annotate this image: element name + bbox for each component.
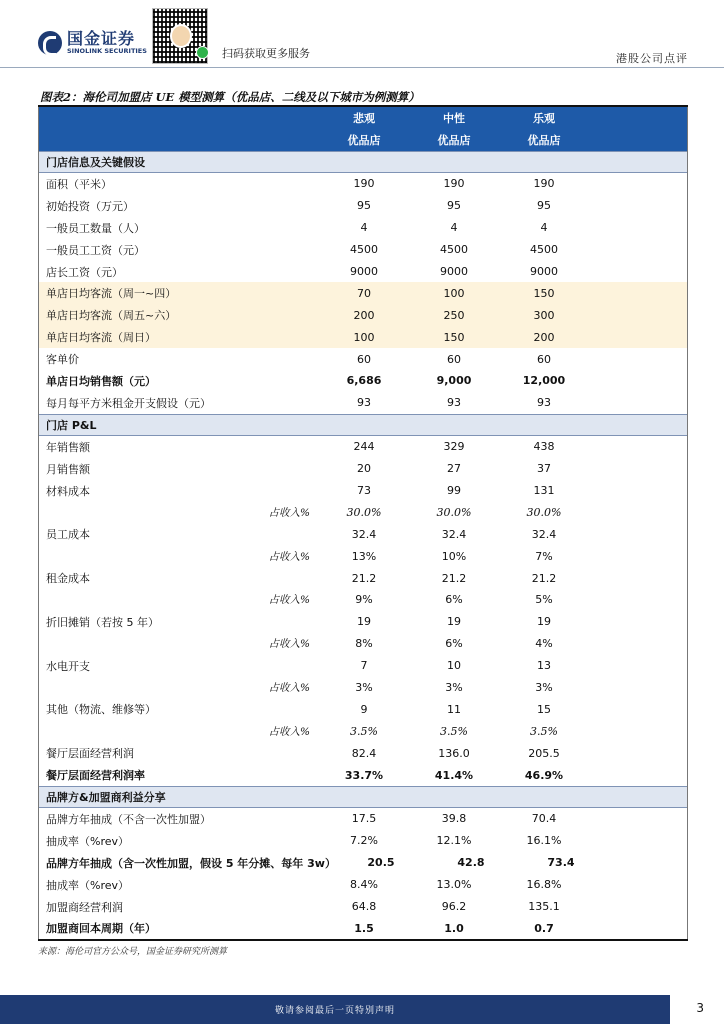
- cell-neutral: 3%: [445, 681, 463, 695]
- cell-neutral: 19: [447, 615, 461, 629]
- cell-neutral: 136.0: [438, 746, 470, 760]
- cell-optimistic: 200: [533, 330, 555, 344]
- cell-neutral: 190: [443, 177, 465, 191]
- cell-neutral: 100: [443, 286, 465, 300]
- table-header: [39, 107, 687, 151]
- table-row: [39, 458, 687, 480]
- table-row: [39, 742, 687, 764]
- cell-pessimistic: 9000: [350, 265, 378, 278]
- cell-optimistic: 60: [537, 352, 551, 366]
- logo-cn-text: 国金证券: [67, 29, 136, 48]
- cell-neutral: 4: [450, 221, 458, 235]
- col-pessimistic: 悲观: [353, 112, 375, 125]
- document-type: 港股公司点评: [616, 52, 688, 65]
- cell-optimistic: 438: [533, 440, 555, 454]
- row-label: 水电开支: [46, 659, 90, 673]
- table-row: [39, 764, 687, 786]
- cell-pessimistic: 33.7%: [344, 768, 384, 782]
- table-row: [39, 173, 687, 195]
- cell-neutral: 39.8: [441, 812, 467, 826]
- cell-pessimistic: 70: [357, 286, 371, 300]
- table-row: [39, 326, 687, 348]
- table-row: [39, 918, 687, 940]
- ratio-row: [39, 633, 687, 655]
- cell-optimistic: 3%: [535, 681, 553, 695]
- cell-pessimistic: 32.4: [351, 527, 377, 541]
- cell-optimistic: 21.2: [531, 571, 557, 585]
- cell-pessimistic: 21.2: [351, 571, 377, 585]
- cell-neutral: 9,000: [436, 374, 472, 388]
- cell-neutral: 9000: [440, 265, 468, 278]
- qr-avatar: [170, 24, 192, 48]
- cell-pessimistic: 3.5%: [350, 724, 378, 738]
- cell-neutral: 10%: [441, 549, 467, 563]
- cell-optimistic: 4500: [530, 243, 558, 257]
- cell-optimistic: 37: [537, 462, 551, 476]
- row-label: 初始投资（万元）: [46, 199, 134, 213]
- page-header: [0, 0, 724, 68]
- table-row: [39, 348, 687, 370]
- cell-optimistic: 30.0%: [526, 505, 562, 519]
- cell-pessimistic: 4: [360, 221, 368, 235]
- cell-neutral: 150: [443, 330, 465, 344]
- row-label: 月销售额: [46, 462, 90, 476]
- cell-neutral: 4500: [440, 243, 468, 257]
- row-label: 品牌方年抽成（含一次性加盟，假设 5 年分摊、每年 3w）: [46, 856, 336, 870]
- table-row: [39, 282, 687, 304]
- ue-model-table: [38, 105, 688, 941]
- cell-optimistic: 0.7: [534, 921, 554, 935]
- col-neutral: 中性: [443, 112, 465, 125]
- section-header: 门店 P&L: [39, 414, 687, 436]
- table-row: [39, 480, 687, 502]
- cell-pessimistic: 190: [353, 177, 375, 191]
- row-label: 单店日均客流（周日）: [46, 331, 156, 345]
- cell-pessimistic: 73: [357, 484, 371, 498]
- cell-optimistic: 190: [533, 177, 555, 191]
- table-row: [39, 304, 687, 326]
- header-divider: [0, 67, 724, 68]
- cell-optimistic: 73.4: [547, 856, 575, 870]
- company-logo: [38, 30, 147, 55]
- cell-pessimistic: 60: [357, 352, 371, 366]
- cell-optimistic: 4%: [535, 637, 553, 651]
- table-row: [39, 567, 687, 589]
- cell-optimistic: 205.5: [528, 746, 560, 760]
- store-type-pessimistic: 优品店: [347, 134, 381, 147]
- cell-neutral: 3.5%: [440, 724, 468, 738]
- cell-pessimistic: 4500: [350, 243, 378, 257]
- cell-pessimistic: 3%: [355, 681, 373, 695]
- row-label: 店长工资（元）: [46, 265, 123, 279]
- section-header: 品牌方&加盟商利益分享: [39, 786, 687, 808]
- qr-code-icon[interactable]: [152, 8, 208, 64]
- row-label: 单店日均销售额（元）: [46, 374, 156, 388]
- row-label: 占收入%: [268, 506, 310, 519]
- cell-optimistic: 46.9%: [524, 768, 564, 782]
- cell-pessimistic: 8.4%: [350, 878, 378, 892]
- row-label: 加盟商回本周期（年）: [46, 922, 156, 936]
- cell-optimistic: 131: [533, 484, 555, 498]
- row-label: 材料成本: [46, 484, 90, 498]
- cell-optimistic: 32.4: [531, 527, 557, 541]
- cell-neutral: 27: [447, 462, 461, 476]
- cell-optimistic: 7%: [535, 549, 553, 563]
- row-label: 占收入%: [268, 550, 310, 563]
- row-label: 占收入%: [268, 594, 310, 607]
- cell-optimistic: 95: [537, 199, 551, 213]
- table-row: [39, 611, 687, 633]
- cell-neutral: 329: [443, 440, 465, 454]
- table-row: [39, 239, 687, 261]
- section-header: 门店信息及关键假设: [39, 151, 687, 173]
- row-label: 面积（平米）: [46, 177, 112, 191]
- cell-pessimistic: 7.2%: [350, 834, 378, 848]
- table-row: [39, 217, 687, 239]
- cell-pessimistic: 17.5: [351, 812, 377, 826]
- cell-neutral: 95: [447, 199, 461, 213]
- table-row: [39, 261, 687, 283]
- cell-neutral: 21.2: [441, 571, 467, 585]
- row-label: 租金成本: [46, 572, 90, 586]
- table-body: [39, 151, 687, 939]
- cell-optimistic: 9000: [530, 265, 558, 278]
- cell-neutral: 250: [443, 308, 465, 322]
- row-label: 其他（物流、维修等）: [46, 703, 156, 717]
- cell-optimistic: 135.1: [528, 900, 560, 914]
- row-label: 一般员工工资（元）: [46, 243, 145, 257]
- table-row: [39, 874, 687, 896]
- row-label: 一般员工数量（人）: [46, 221, 145, 235]
- cell-optimistic: 13: [537, 659, 551, 673]
- row-label: 每月每平方米租金开支假设（元）: [46, 396, 211, 410]
- cell-pessimistic: 8%: [355, 637, 373, 651]
- cell-pessimistic: 6,686: [346, 374, 382, 388]
- cell-neutral: 30.0%: [436, 505, 472, 519]
- cell-optimistic: 300: [533, 308, 555, 322]
- cell-pessimistic: 20.5: [367, 856, 395, 870]
- cell-pessimistic: 93: [357, 396, 371, 410]
- cell-optimistic: 70.4: [531, 812, 557, 826]
- cell-neutral: 96.2: [441, 900, 467, 914]
- cell-neutral: 11: [447, 702, 461, 716]
- page-footer: [0, 995, 670, 1024]
- header-row-scenarios: [39, 107, 687, 129]
- cell-neutral: 6%: [445, 593, 463, 607]
- cell-optimistic: 16.8%: [526, 878, 562, 892]
- row-label: 品牌方年抽成（不含一次性加盟）: [46, 812, 211, 826]
- cell-pessimistic: 100: [353, 330, 375, 344]
- cell-neutral: 1.0: [444, 921, 464, 935]
- row-label: 抽成率（%rev）: [46, 878, 130, 892]
- row-label: 餐厅层面经营利润率: [46, 769, 145, 783]
- row-label: 抽成率（%rev）: [46, 834, 130, 848]
- cell-pessimistic: 200: [353, 308, 375, 322]
- cell-pessimistic: 1.5: [354, 921, 374, 935]
- ratio-row: [39, 545, 687, 567]
- row-label: 折旧摊销（若按 5 年）: [46, 615, 159, 629]
- cell-neutral: 12.1%: [436, 834, 472, 848]
- cell-pessimistic: 7: [360, 659, 368, 673]
- table-row: [39, 370, 687, 392]
- store-type-neutral: 优品店: [437, 134, 471, 147]
- cell-neutral: 10: [447, 659, 461, 673]
- logo-en-text: SINOLINK SECURITIES: [67, 47, 147, 55]
- cell-optimistic: 15: [537, 702, 551, 716]
- logo-icon: [38, 31, 62, 55]
- cell-neutral: 13.0%: [436, 878, 472, 892]
- footer-disclaimer: 敬请参阅最后一页特别声明: [274, 1006, 395, 1016]
- ratio-row: [39, 677, 687, 699]
- cell-neutral: 32.4: [441, 527, 467, 541]
- row-label: 单店日均客流（周一~四）: [46, 287, 177, 301]
- row-label: 员工成本: [46, 528, 90, 542]
- cell-pessimistic: 30.0%: [346, 505, 382, 519]
- table-row: [39, 655, 687, 677]
- col-optimistic: 乐观: [533, 112, 555, 125]
- cell-optimistic: 16.1%: [526, 834, 562, 848]
- cell-pessimistic: 9: [360, 702, 368, 716]
- scan-prompt: 扫码获取更多服务: [222, 47, 310, 60]
- ratio-row: [39, 589, 687, 611]
- table-row: [39, 523, 687, 545]
- table-row: [39, 392, 687, 414]
- row-label: 单店日均客流（周五~六）: [46, 309, 177, 323]
- page-number: 3: [696, 1001, 704, 1015]
- table-row: [39, 195, 687, 217]
- cell-pessimistic: 82.4: [351, 746, 377, 760]
- figure-caption: 图表2：海伦司加盟店 UE 模型测算（优品店、二线及以下城市为例测算）: [40, 90, 420, 104]
- cell-neutral: 60: [447, 352, 461, 366]
- cell-optimistic: 3.5%: [530, 724, 558, 738]
- table-row: [39, 830, 687, 852]
- row-label: 年销售额: [46, 440, 90, 454]
- cell-pessimistic: 20: [357, 462, 371, 476]
- store-type-optimistic: 优品店: [527, 134, 561, 147]
- cell-optimistic: 93: [537, 396, 551, 410]
- table-row: [39, 896, 687, 918]
- cell-neutral: 6%: [445, 637, 463, 651]
- cell-neutral: 99: [447, 484, 461, 498]
- cell-pessimistic: 9%: [355, 593, 373, 607]
- table-row: [39, 808, 687, 830]
- row-label: 占收入%: [268, 725, 310, 738]
- cell-neutral: 42.8: [457, 856, 485, 870]
- row-label: 客单价: [46, 353, 79, 367]
- table-row: [39, 436, 687, 458]
- ratio-row: [39, 720, 687, 742]
- cell-neutral: 41.4%: [434, 768, 474, 782]
- cell-pessimistic: 13%: [351, 549, 377, 563]
- cell-pessimistic: 95: [357, 199, 371, 213]
- row-label: 占收入%: [268, 638, 310, 651]
- table-row: [39, 852, 687, 874]
- header-row-store-type: [39, 129, 687, 151]
- cell-pessimistic: 19: [357, 615, 371, 629]
- cell-optimistic: 5%: [535, 593, 553, 607]
- table-row: [39, 698, 687, 720]
- row-label: 餐厅层面经营利润: [46, 747, 134, 761]
- source-note: 来源：海伦司官方公众号，国金证券研究所测算: [38, 947, 228, 957]
- cell-pessimistic: 64.8: [351, 900, 377, 914]
- ratio-row: [39, 501, 687, 523]
- cell-neutral: 93: [447, 396, 461, 410]
- cell-optimistic: 150: [533, 286, 555, 300]
- cell-optimistic: 19: [537, 615, 551, 629]
- cell-optimistic: 4: [540, 221, 548, 235]
- wechat-badge-icon: [196, 46, 209, 59]
- cell-pessimistic: 244: [353, 440, 375, 454]
- cell-optimistic: 12,000: [522, 374, 566, 388]
- row-label: 加盟商经营利润: [46, 900, 123, 914]
- row-label: 占收入%: [268, 682, 310, 695]
